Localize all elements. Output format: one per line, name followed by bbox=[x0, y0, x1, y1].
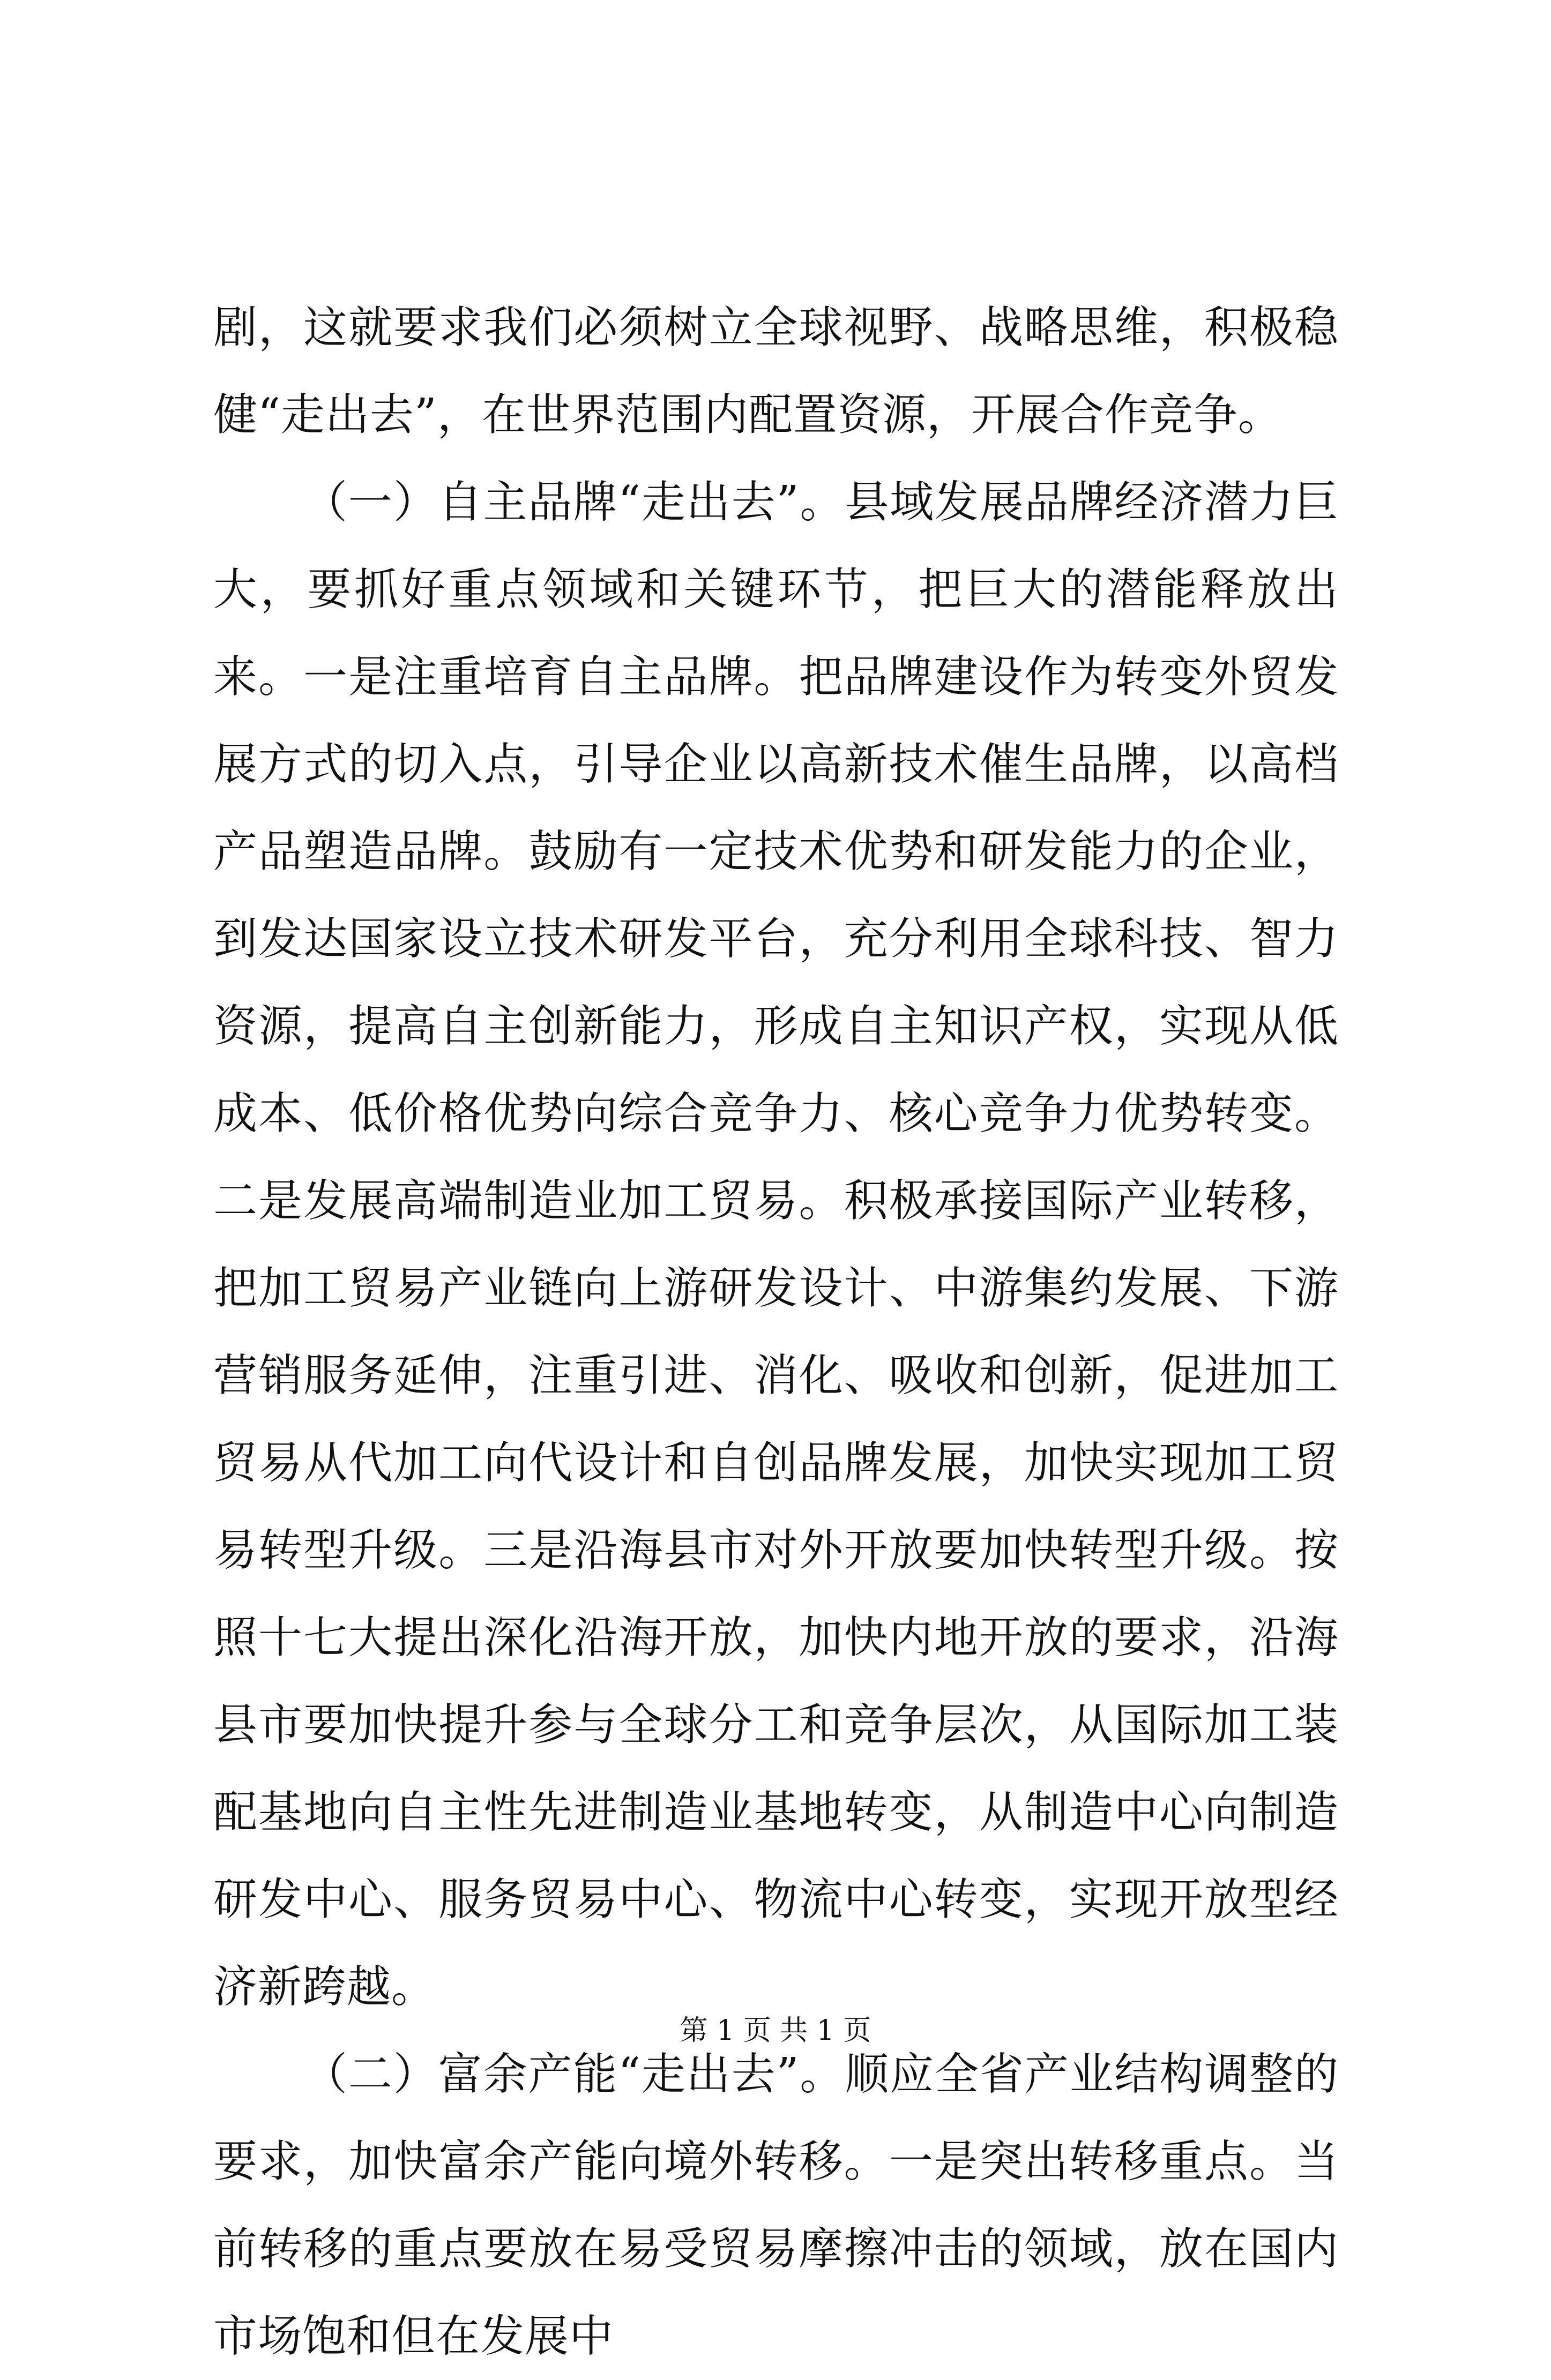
paragraph-own-brand: （一）自主品牌“走出去”。县域发展品牌经济潜力巨大，要抓好重点领域和关键环节，把巨大的潜能释放出来。一是注重培育自主品牌。把品牌建设作为转变外贸发展方式的切入点，引导企业以高新技术催生品牌，以高档产品塑造品牌。鼓励有一定技术优势和研发能力的企业，到发达国家设立技术研发平台，充分利用全球科技、智力资源，提高自主创新能力，形成自主知识产权，实现从低成本、低价格优势向综合竞争力、核心竞争力优势转变。二是发展高端制造业加工贸易。积极承接国际产业转移，把加工贸易产业链向上游研发设计、中游集约发展、下游营销服务延伸，注重引进、消化、吸收和创新，促进加工贸易从代加工向代设计和自创品牌发展，加快实现加工贸易转型升级。三是沿海县市对外开放要加快转型升级。按照十七大提出深化沿海开放，加快内地开放的要求，沿海县市要加快提升参与全球分工和竞争层次，从国际加工装配基地向自主性先进制造业基地转变，从制造中心向制造研发中心、服务贸易中心、物流中心转变，实现开放型经济新跨越。 bbox=[213, 477, 1339, 2012]
paragraph-continuation: 剧，这就要求我们必须树立全球视野、战略思维，积极稳健“走出去”，在世界范围内配置资源，开展合作竞争。 bbox=[213, 302, 1339, 440]
page-footer: 第 1 页 共 1 页 bbox=[680, 2015, 871, 2047]
document-body bbox=[213, 284, 1339, 2380]
paragraph-surplus-capacity: （二）富余产能“走出去”。顺应全省产业结构调整的要求，加快富余产能向境外转移。一是突出转移重点。当前转移的重点要放在易受贸易摩擦冲击的领域，放在国内市场饱和但在发展中 bbox=[213, 2049, 1339, 2362]
